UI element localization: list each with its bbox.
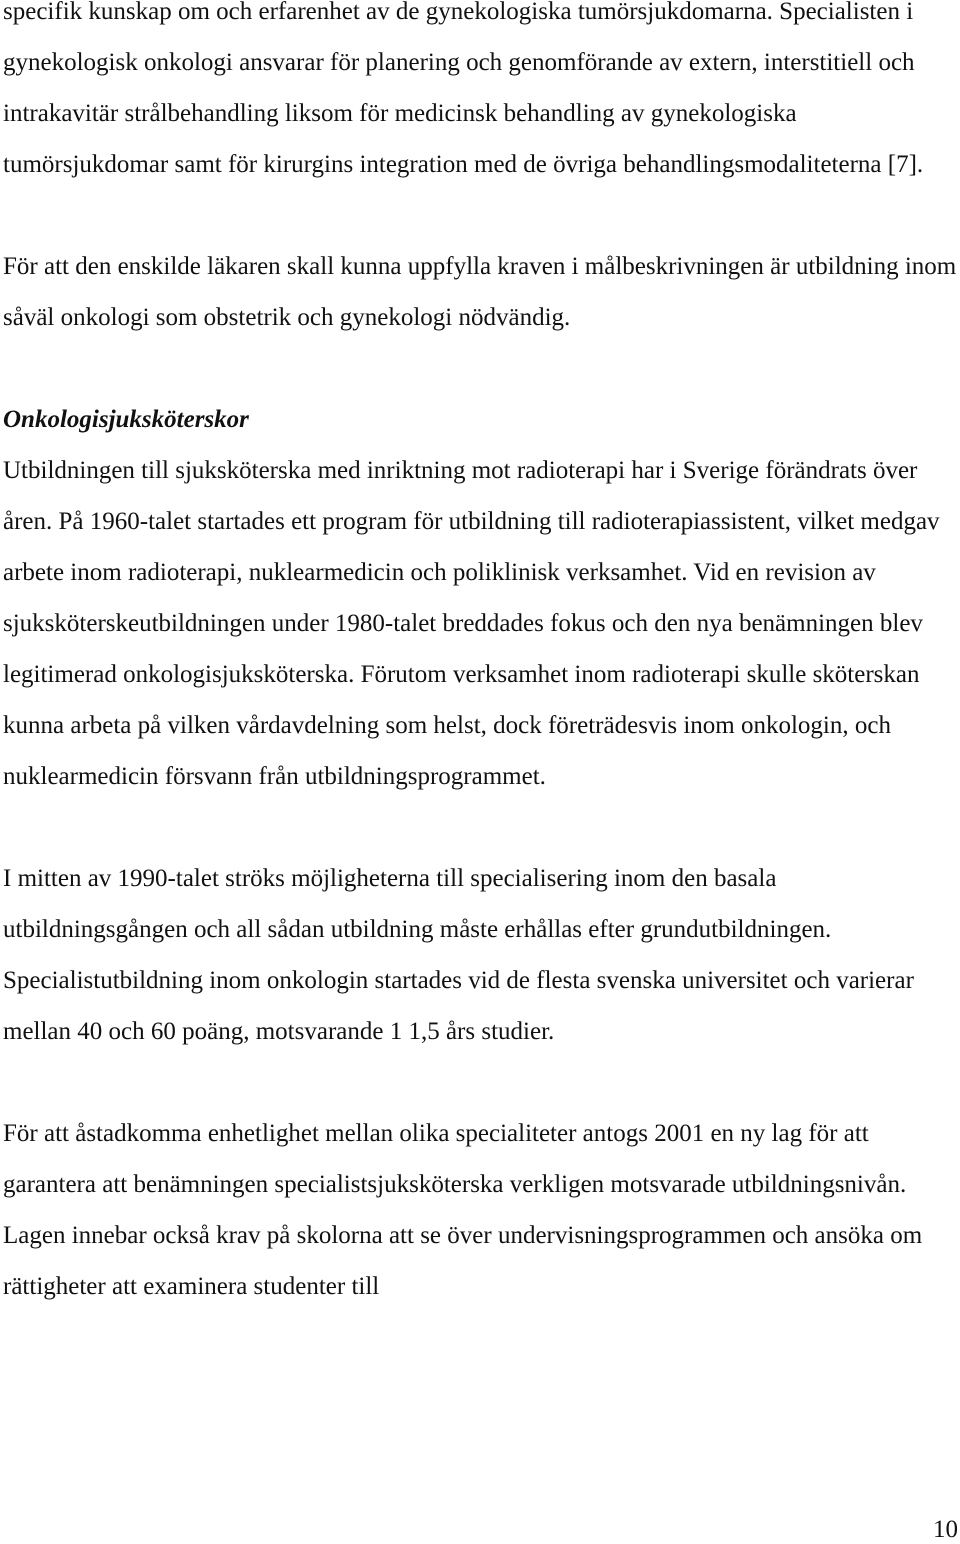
section-oncology-nurses [3,394,958,802]
paragraph-specialist-gynecologic-oncology [3,0,958,190]
paragraph-text: specifik kunskap om och erfarenhet av de gynekologiska tumörsjukdomarna. Specialisten i gynekologisk onkologi ansvarar för planering och genomförande av extern, interstitiell och intrakavitär strålbehandling liksom för medicinsk behandling av gynekologiska tumörsjukdomar samt för kirurgins integration med de övriga behandlingsmodaliteterna [7]. [3,0,924,178]
paragraph-text: I mitten av 1990-talet ströks möjligheterna till specialisering inom den basala utbildningsgången och all sådan utbildning måste erhållas efter grundutbildningen. Specialistutbildning inom onkologin startades vid de flesta svenska universitet och varierar mellan 40 och 60 poäng, motsvarande 1 1,5 års studier. [3,865,914,1045]
document-page [3,0,958,1312]
paragraph-text: För att åstadkomma enhetlighet mellan olika specialiteter antogs 2001 en ny lag för att garantera att benämningen specialistsjuksköterska verkligen motsvarade utbildningsnivån. Lagen innebar också krav på skolorna att se över undervisningsprogrammen och ansöka om rättigheter att examinera studenter till [3,1120,923,1300]
page-number: 10 [933,1516,958,1543]
paragraph-1990s-specialization [3,853,958,1057]
paragraph-text: Utbildningen till sjuksköterska med inriktning mot radioterapi har i Sverige förändrats över åren. På 1960-talet startades ett program för utbildning till radioterapiassistent, vilket medgav arbete inom radioterapi, nuklearmedicin och poliklinisk verksamhet. Vid en revision av sjuksköterskeutbildningen under 1980-talet breddades fokus och den nya benämningen blev legitimerad onkologisjuksköterska. Förutom verksamhet inom radioterapi skulle sköterskan kunna arbeta på vilken vårdavdelning som helst, dock företrädesvis inom onkologin, och nuklearmedicin försvann från utbildningsprogrammet. [3,457,940,790]
paragraph-text: För att den enskilde läkaren skall kunna uppfylla kraven i målbeskrivningen är utbildning inom såväl onkologi som obstetrik och gynekologi nödvändig. [3,253,957,331]
paragraph-2001-law [3,1108,958,1312]
paragraph-physician-training [3,241,958,343]
section-heading: Onkologisjuksköterskor [3,406,249,433]
